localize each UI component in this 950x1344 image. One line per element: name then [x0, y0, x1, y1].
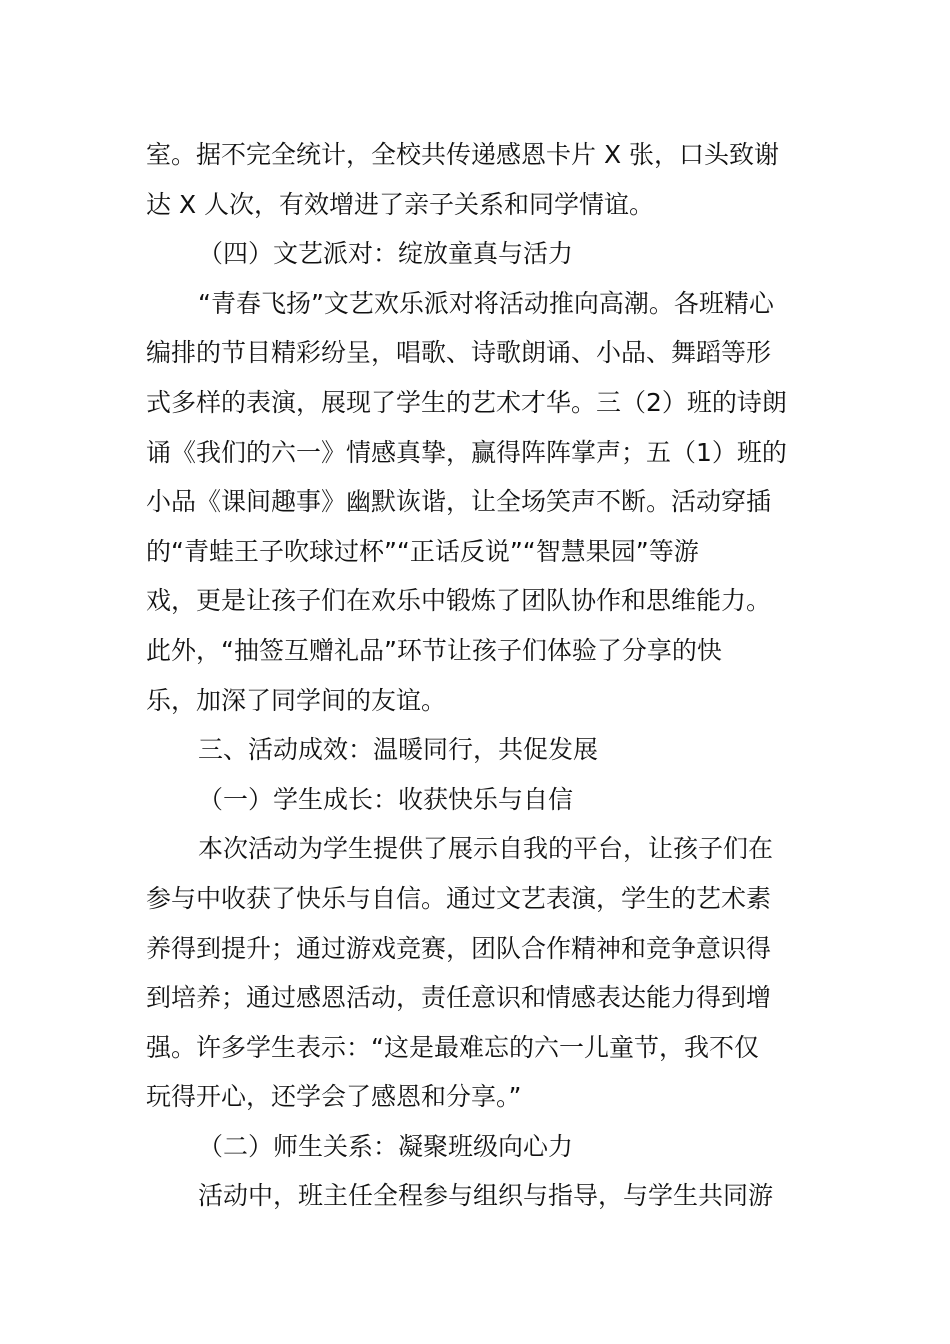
- section-heading: （二）师生关系：凝聚班级向心力: [198, 1131, 574, 1161]
- paragraph-line: 达 X 人次，有效增进了亲子关系和同学情谊。: [146, 189, 655, 219]
- paragraph-line: “青春飞扬”文艺欢乐派对将活动推向高潮。各班精心: [198, 288, 774, 318]
- paragraph-line: 乐，加深了同学间的友谊。: [146, 685, 447, 715]
- paragraph-line: 本次活动为学生提供了展示自我的平台，让孩子们在: [198, 834, 774, 864]
- paragraph-line: 戏，更是让孩子们在欢乐中锻炼了团队协作和思维能力。: [146, 586, 772, 616]
- paragraph-line: 的“青蛙王子吹球过杯”“正话反说”“智慧果园”等游: [146, 536, 699, 566]
- paragraph-line: 参与中收获了快乐与自信。通过文艺表演，学生的艺术素: [146, 883, 772, 913]
- paragraph-line: 式多样的表演，展现了学生的艺术才华。三（2）班的诗朗: [146, 387, 787, 417]
- paragraph-line: 室。据不完全统计，全校共传递感恩卡片 X 张，口头致谢: [146, 140, 780, 169]
- paragraph-line: 此外，“抽签互赠礼品”环节让孩子们体验了分享的快: [146, 635, 722, 665]
- section-heading: （一）学生成长：收获快乐与自信: [198, 784, 574, 814]
- paragraph-line: 到培养；通过感恩活动，责任意识和情感表达能力得到增: [146, 983, 772, 1013]
- paragraph-line: 玩得开心，还学会了感恩和分享。”: [146, 1082, 522, 1112]
- paragraph-line: 诵《我们的六一》情感真挚，赢得阵阵掌声；五（1）班的: [146, 437, 787, 467]
- paragraph-line: 活动中，班主任全程参与组织与指导，与学生共同游: [198, 1181, 774, 1211]
- paragraph-line: 强。许多学生表示：“这是最难忘的六一儿童节，我不仅: [146, 1032, 759, 1062]
- paragraph-line: 小品《课间趣事》幽默诙谐，让全场笑声不断。活动穿插: [146, 487, 772, 517]
- paragraph-line: 养得到提升；通过游戏竞赛，团队合作精神和竞争意识得: [146, 933, 772, 963]
- document-body: [146, 130, 808, 1221]
- paragraph-line: 编排的节目精彩纷呈，唱歌、诗歌朗诵、小品、舞蹈等形: [146, 338, 772, 368]
- section-heading: （四）文艺派对：绽放童真与活力: [198, 239, 574, 269]
- chapter-heading: 三、活动成效：温暖同行，共促发展: [198, 735, 599, 765]
